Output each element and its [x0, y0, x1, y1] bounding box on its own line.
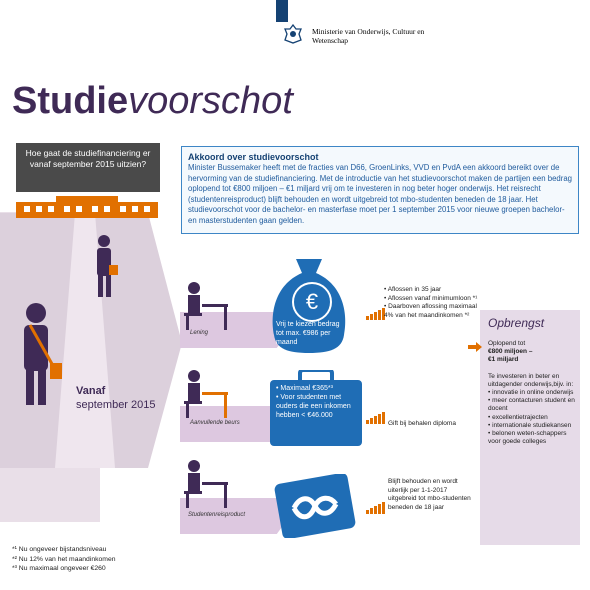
arrow-right-icon: [468, 342, 482, 352]
footnotes: [12, 545, 116, 574]
student-desk-icon-2: [182, 368, 228, 420]
student-desk-icon: [182, 280, 228, 332]
vanaf-line1: Vanaf: [76, 385, 106, 397]
footnote-2: *² Nu 12% van het maandinkomen: [12, 555, 116, 563]
school-building-icon: [16, 196, 158, 218]
reis-label: Studentenreisproduct: [188, 512, 246, 518]
beurs-bag-text: [276, 384, 360, 420]
question-box: Hoe gaat de studiefinanciering er vanaf september 2015 uitzien?: [16, 143, 160, 192]
opbrengst-item-4: • internationale studiekansen: [488, 421, 572, 429]
opbrengst-item-2: • meer contacturen student en docent: [488, 397, 575, 413]
opbrengst-heading: Opbrengst: [488, 316, 545, 330]
lening-bullet-1: • Aflossen in 35 jaar: [384, 286, 442, 293]
beurs-bullets: Gift bij behalen diploma: [388, 420, 456, 427]
rising-bars-icon-3: [366, 500, 388, 514]
title-bold: Studie: [12, 80, 129, 122]
beurs-bag-bullet-1: • Maximaal €365*³: [276, 385, 333, 392]
opbrengst-amount-line3: €1 miljard: [488, 356, 519, 364]
crest-icon: [282, 24, 304, 44]
rising-bars-icon-2: [366, 410, 388, 424]
path-illustration: [0, 213, 182, 468]
infobox-body: Minister Bussemaker heeft met de fracties van D66, GroenLinks, VVD en PvdA een akkoord bereikt over de hervorming van de studiefinanciering. Met de introductie van het studievoorschot maken de partijen een bedrag oplopend tot €800 miljoen – €1 miljard vrij om te investeren in nog beter hoger onderwijs. Het reisrecht (studentenreisproduct) blijft behouden en wordt uitgebreid tot mbo-studenten beneden de 18 jaar. Het studievoorschot voor de bachelor- en masterfase moet per 1 september 2015 voor nieuwe groepen bachelor- en masterstudenten gaan gelden.: [188, 163, 573, 225]
opbrengst-item-3: • excellentietrajecten: [488, 413, 548, 421]
opbrengst-list: [480, 389, 580, 446]
lening-bullet-2: • Aflossen vanaf minimumloon *¹: [384, 294, 478, 302]
beurs-label: Aanvullende beurs: [190, 420, 240, 426]
title-italic: voorschot: [128, 80, 293, 122]
opbrengst-intro: Te investeren in beter en uitdagender onderwijs,bijv. in:: [488, 372, 574, 388]
ministry-name: Ministerie van Onderwijs, Cultuur en Wetenschap: [312, 27, 425, 45]
vanaf-label: [76, 384, 156, 412]
vanaf-line2: september 2015: [76, 399, 156, 411]
student-desk-icon-3: [182, 458, 228, 510]
beurs-bag-bullet-2: • Voor studenten met ouders die een inkomen hebben < €46.000: [276, 394, 351, 419]
opbrengst-item-1: • innovatie in online onderwijs: [488, 389, 574, 397]
lening-bag-text: Vrij te kiezen bedrag tot max. €986 per maand: [276, 321, 340, 346]
page-title: [12, 80, 293, 123]
lening-bullets: [384, 286, 478, 320]
footnote-1: *¹ Nu ongeveer bijstandsniveau: [12, 546, 107, 553]
footnote-3: *³ Nu maximaal ongeveer €260: [12, 565, 106, 572]
reis-bullets: Blijft behouden en wordt uiterlijk per 1-1-2017 uitgebreid tot mbo-studenten beneden de 18 jaar: [388, 478, 471, 511]
opbrengst-amount-line2: €800 miljoen –: [488, 348, 533, 356]
opbrengst-amount-line1: Oplopend tot: [488, 340, 526, 347]
opbrengst-item-5: • belonen weten-schappers voor goede colleges: [488, 430, 567, 446]
infobox-heading: Akkoord over studievoorschot: [188, 152, 319, 162]
agreement-infobox: [181, 146, 579, 234]
euro-icon: €: [292, 282, 332, 322]
lening-label: Lening: [190, 330, 209, 336]
travel-card-icon: [272, 474, 358, 538]
lening-bullet-3: • Daarboven aflossing maximaal 4% van het maandinkomen *²: [384, 303, 477, 319]
opbrengst-panel: [480, 310, 580, 545]
opbrengst-amount: [480, 340, 580, 365]
logo-bar: [276, 0, 288, 22]
